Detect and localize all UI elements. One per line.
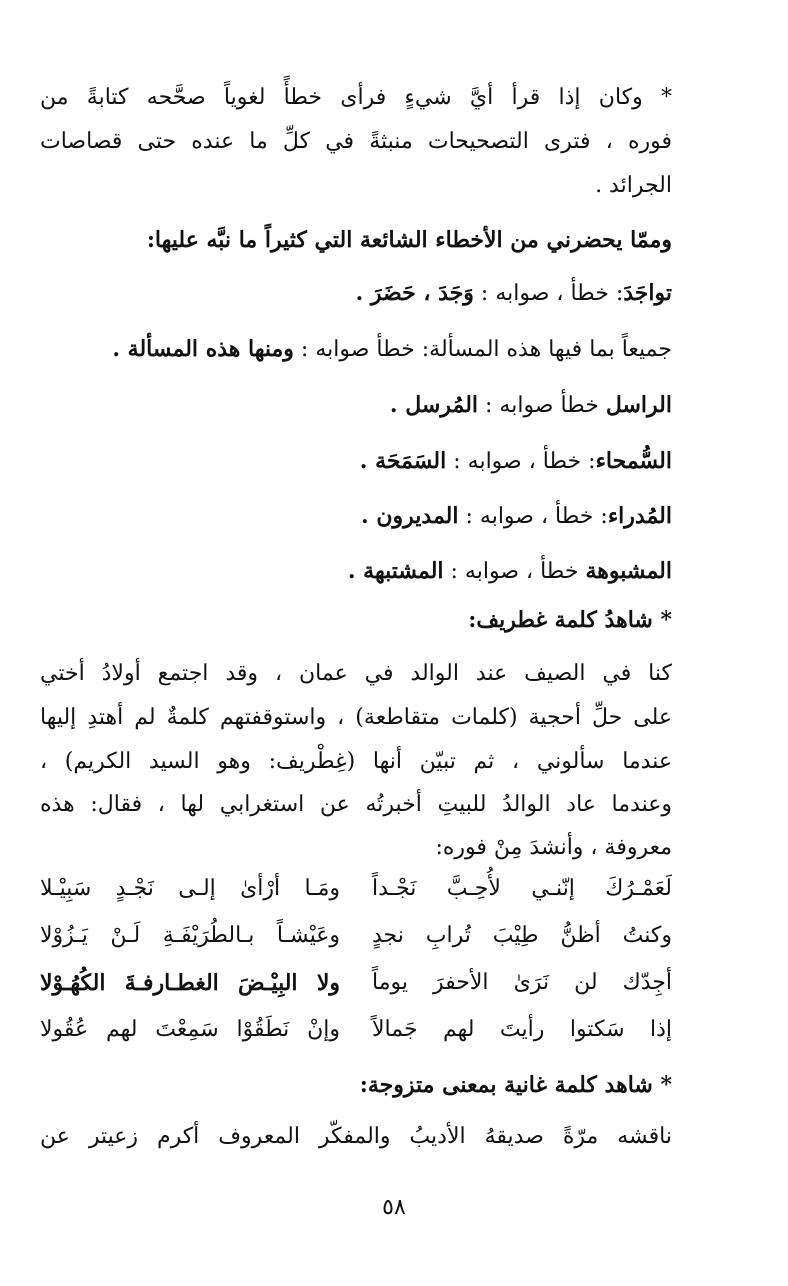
paragraph-line: معروفة ، وأنشدَ مِنْ فوره: bbox=[435, 835, 672, 860]
poem-verse bbox=[40, 960, 672, 1006]
correct-usage: وَجَدَ ، حَضَرَ . bbox=[355, 280, 474, 306]
separator: خطأ ، صوابه : bbox=[443, 559, 586, 584]
verse-first-hemistich: إذا سَكتوا رأيتَ لهم جَمالاً bbox=[372, 1017, 672, 1042]
paragraph-line: على حلِّ أحجية (كلمات متقاطعة) ، واستوقفتهم كلمةٌ لم أهتدِ إليها bbox=[40, 705, 672, 730]
wrong-usage: المشبوهة bbox=[585, 558, 672, 584]
verse-first-hemistich: وكنتُ أظنُّ طِيْبَ تُرابِ نجدٍ bbox=[372, 923, 672, 948]
wrong-usage: جميعاً بما فيها هذه المسألة bbox=[429, 337, 672, 362]
correct-usage: السَمَحَة . bbox=[359, 448, 447, 474]
poem-verse bbox=[40, 1007, 672, 1053]
paragraph-line: ناقشه مرّةً صديقهُ الأديبُ والمفكّر المعروف أكرم زعيتر عن bbox=[40, 1124, 672, 1149]
verse-first-hemistich: لَعَمْـرُكَ إنّنـي لأُحِـبَّ نَجْـداً bbox=[372, 876, 672, 901]
section-heading: * شاهد كلمة غانية بمعنى متزوجة: bbox=[359, 1072, 672, 1098]
correct-usage: المشتبهة . bbox=[347, 558, 444, 584]
separator: : خطأ صوابه : bbox=[293, 337, 430, 362]
correction-item bbox=[40, 326, 672, 372]
correction-item bbox=[40, 493, 672, 539]
verse-second-hemistich: ومَـا أرْأىٰ إلـى نَجْـدٍ سَبِيْـلا bbox=[40, 876, 340, 901]
separator: : خطأ ، صوابه : bbox=[446, 449, 596, 474]
correct-usage: ومنها هذه المسألة . bbox=[112, 336, 294, 362]
wrong-usage: المُدراء bbox=[607, 503, 672, 529]
verse-second-hemistich: وعَيْشـاً بـالطُرَيْفَـةِ لَـنْ يَـزُوْلا bbox=[40, 923, 340, 948]
paragraph-line: * وكان إذا قرأ أيَّ شيءٍ فرأى خطأً لغوياً صحَّحه كتابةً من bbox=[40, 85, 672, 110]
separator: : خطأ ، صوابه : bbox=[458, 504, 608, 529]
section-heading: * شاهدُ كلمة غطريف: bbox=[468, 607, 672, 633]
poem-verse bbox=[40, 913, 672, 959]
correct-usage: المُرسل . bbox=[389, 392, 479, 418]
correction-item bbox=[40, 548, 672, 594]
page-number: ٥٨ bbox=[382, 1195, 406, 1220]
correction-item bbox=[40, 438, 672, 484]
separator: : خطأ ، صوابه : bbox=[473, 281, 624, 306]
document-page bbox=[40, 0, 672, 1286]
section-heading: وممّا يحضرني من الأخطاء الشائعة التي كثيراً ما نبَّه عليها: bbox=[146, 227, 672, 253]
wrong-usage: السُّمحاء bbox=[595, 448, 672, 474]
verse-second-hemistich: وإنْ نَطَقُوْا سَمِعْتَ لهم عُقُولا bbox=[40, 1017, 340, 1042]
verse-first-hemistich: أجِدّك لن نَرَىٰ الأحفرَ يوماً bbox=[372, 970, 672, 995]
correction-item bbox=[40, 382, 672, 428]
correction-item bbox=[40, 270, 672, 316]
paragraph-line: وعندما عاد الوالدُ للبيتِ أخبرتُه عن استغرابي لها ، فقال: هذه bbox=[40, 792, 672, 817]
correct-usage: المديرون . bbox=[361, 503, 459, 529]
poem-verse bbox=[40, 866, 672, 912]
wrong-usage: تواجَدَ bbox=[623, 280, 672, 306]
paragraph-line: عندما سألوني ، ثم تبيّن أنها (غِطْريف: وهو السيد الكريم) ، bbox=[40, 749, 672, 774]
paragraph-line: فوره ، فترى التصحيحات منبثةً في كلِّ ما عنده حتى قصاصات bbox=[40, 129, 672, 154]
paragraph-line: كنا في الصيف عند الوالد في عمان ، وقد اجتمع أولادُ أختي bbox=[40, 661, 672, 686]
separator: خطأ صوابه : bbox=[478, 393, 606, 418]
paragraph-line: الجرائد . bbox=[595, 173, 672, 198]
wrong-usage: الراسل bbox=[605, 392, 672, 418]
verse-second-hemistich: ولا البِيْـضَ الغطـارفـةَ الكُهُـوْلا bbox=[40, 970, 340, 996]
